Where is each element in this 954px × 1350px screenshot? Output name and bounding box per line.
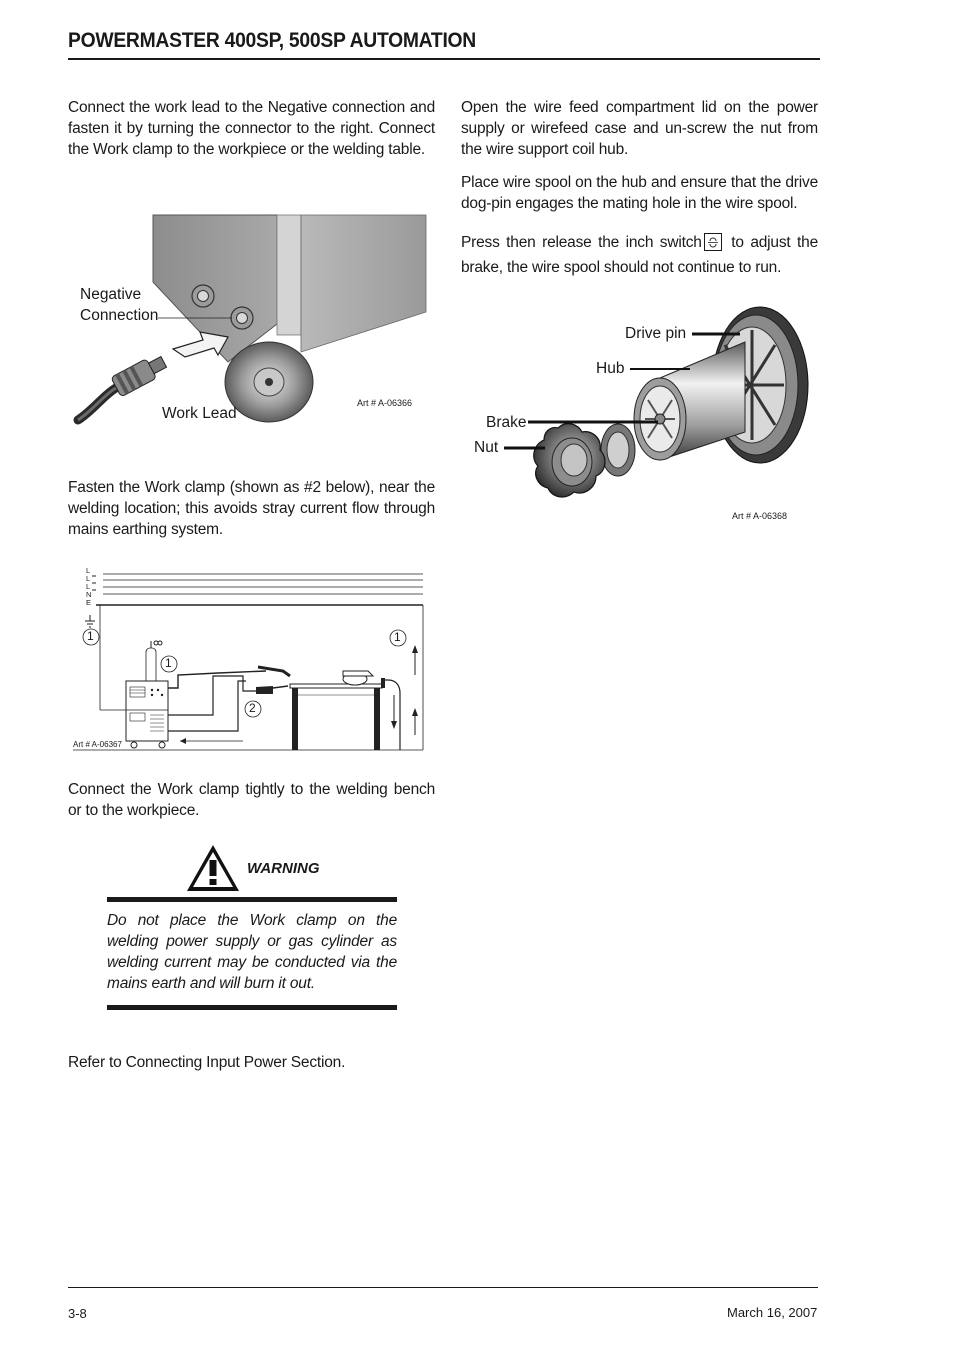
page-number: 3-8	[68, 1306, 87, 1321]
footer-rule	[68, 1287, 818, 1288]
page-title: POWERMASTER 400SP, 500SP AUTOMATION	[68, 29, 476, 52]
paragraph-connect-work-lead: Connect the work lead to the Negative connection and fasten it by turning the connector to the right. Connect the Work clamp to the workpiece or the welding table.	[68, 99, 435, 158]
marker-1-machine: 1	[165, 656, 172, 670]
paragraph-inch-switch	[461, 230, 818, 280]
label-drive-pin: Drive pin	[625, 325, 687, 342]
mains-l2: L	[86, 574, 91, 583]
mains-n: N	[86, 590, 92, 599]
mains-l1: L	[86, 566, 91, 575]
warning-text: Do not place the Work clamp on the welding power supply or gas cylinder as welding current may be conducted via the mains earth and will burn it out.	[107, 912, 397, 992]
marker-1-right: 1	[394, 630, 401, 644]
label-nut: Nut	[474, 439, 499, 456]
paragraph-open-lid: Open the wire feed compartment lid on the power supply or wirefeed case and un-screw the nut from the wire support coil hub.	[461, 99, 818, 158]
paragraph-place-spool: Place wire spool on the hub and ensure that the drive dog-pin engages the mating hole in the wire spool.	[461, 174, 818, 212]
circuit-diagram	[68, 563, 428, 755]
art-number-1: Art # A-06366	[357, 398, 413, 408]
label-negative: Negative	[80, 286, 142, 303]
warning-title: WARNING	[247, 860, 320, 877]
marker-1-left: 1	[87, 629, 94, 643]
label-hub: Hub	[596, 360, 625, 377]
label-connection: Connection	[80, 307, 159, 324]
paragraph-refer-input-power: Refer to Connecting Input Power Section.	[68, 1054, 346, 1071]
footer-date: March 16, 2007	[727, 1305, 818, 1320]
warning-icon	[185, 843, 241, 893]
art-number-3: Art # A-06368	[732, 511, 788, 521]
figure-negative-connection	[68, 212, 438, 427]
label-brake: Brake	[486, 414, 527, 431]
figure-welding-circuit	[68, 563, 428, 755]
mains-labels	[86, 567, 91, 607]
mains-e: E	[86, 598, 92, 607]
inch-text-after: to adjust the brake, the wire spool should not continue to run.	[461, 234, 818, 276]
inch-text-before: Press then release the inch switch	[461, 234, 702, 251]
marker-2-clamp: 2	[249, 701, 256, 715]
header-rule	[68, 58, 820, 60]
paragraph-connect-clamp-bench: Connect the Work clamp tightly to the welding bench or to the workpiece.	[68, 781, 435, 819]
warning-top-bar	[107, 897, 397, 902]
figure-spool-hub	[470, 300, 820, 530]
paragraph-fasten-work-clamp: Fasten the Work clamp (shown as #2 below), near the welding location; this avoids stray current flow through mains earthing system.	[68, 479, 435, 538]
mains-l3: L	[86, 582, 91, 591]
label-work-lead: Work Lead	[162, 405, 237, 422]
warning-bottom-bar	[107, 1005, 397, 1010]
art-number-2: Art # A-06367	[73, 740, 122, 749]
inch-switch-icon	[704, 233, 722, 251]
